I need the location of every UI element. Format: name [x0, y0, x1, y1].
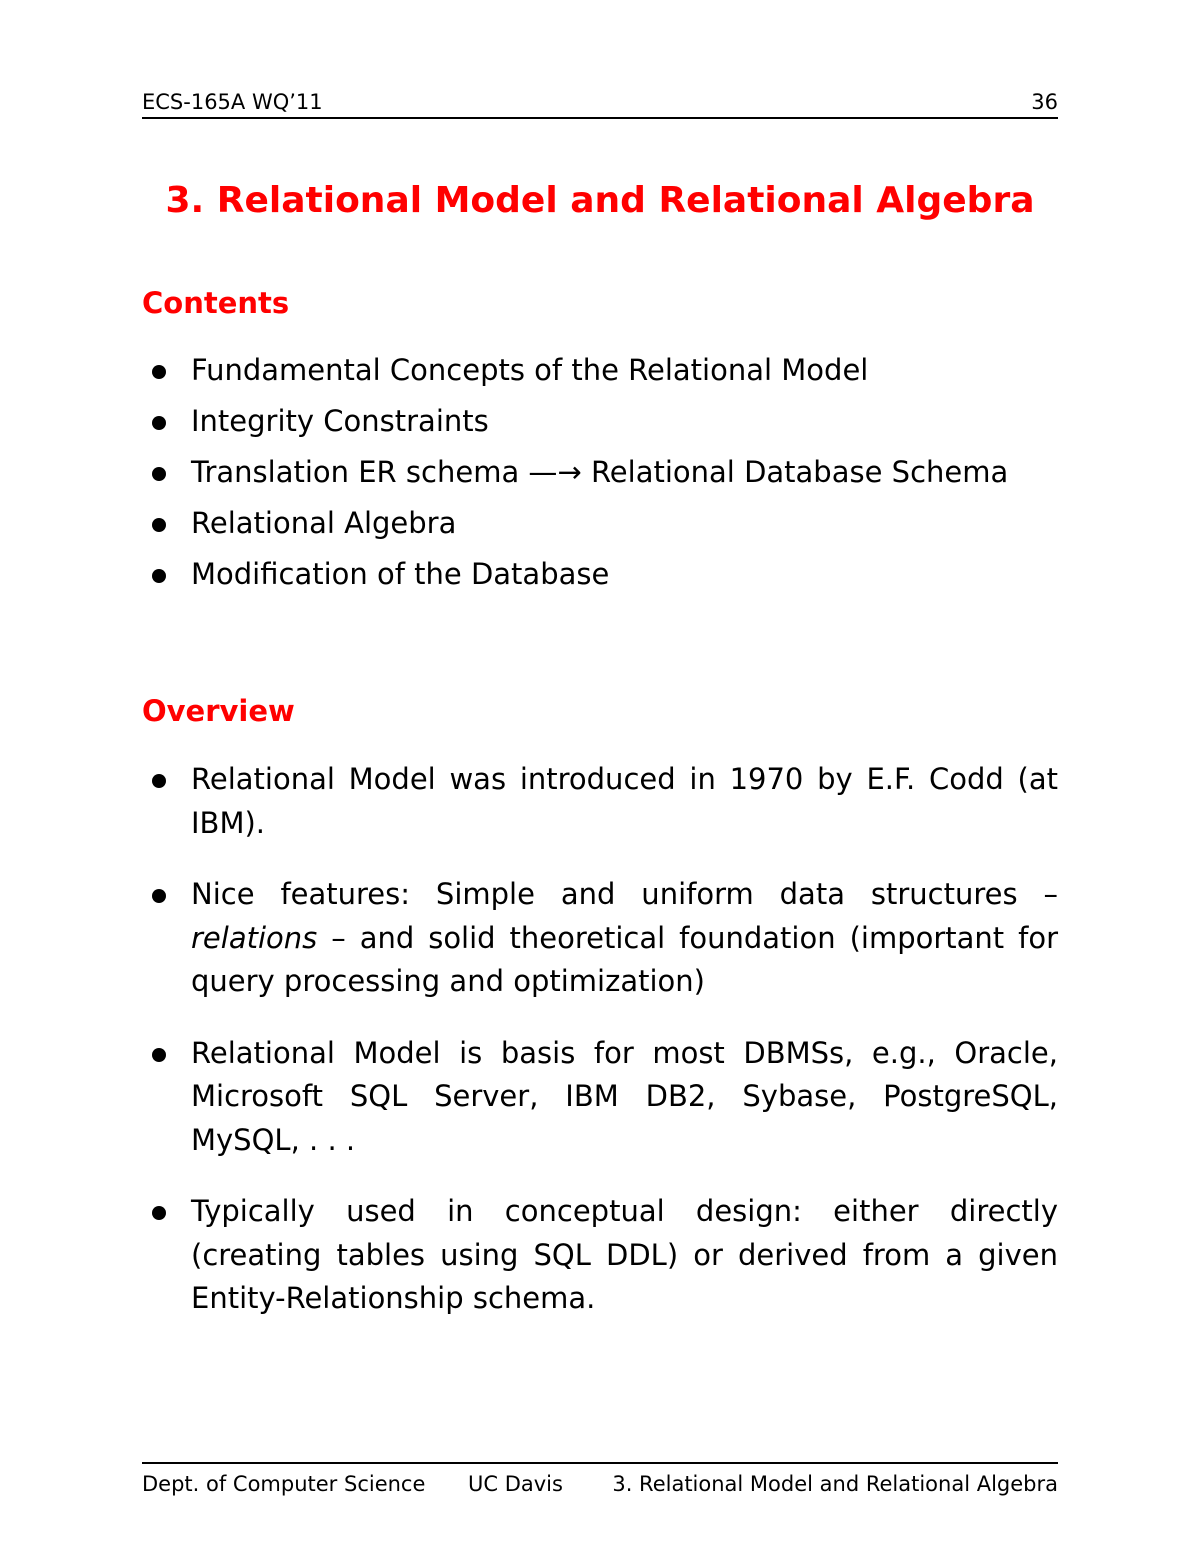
header-rule — [142, 117, 1058, 119]
bullet-icon — [152, 569, 166, 583]
page-number: 36 — [1031, 90, 1058, 114]
contents-list — [142, 352, 1058, 607]
footer-chapter: 3. Relational Model and Relational Algebra — [612, 1472, 1058, 1496]
list-item-text: Typically used in conceptual design: either directly (creating tables using SQL DDL) or derived from a given Entity-Relationship schema. — [191, 1194, 1058, 1315]
footer-university: UC Davis — [468, 1472, 563, 1496]
page-title: 3. Relational Model and Relational Algebra — [165, 180, 1035, 221]
list-item — [142, 1032, 1058, 1163]
list-item — [142, 758, 1058, 845]
bullet-icon — [152, 889, 166, 903]
list-item-text: Modification of the Database — [191, 557, 610, 591]
emphasized-term: relations — [191, 920, 318, 955]
bullet-icon — [152, 467, 166, 481]
bullet-icon — [152, 1048, 166, 1062]
bullet-icon — [152, 365, 166, 379]
bullet-icon — [152, 416, 166, 430]
list-item — [142, 873, 1058, 1004]
course-label: ECS-165A WQ’11 — [142, 90, 323, 114]
list-item-text: Translation ER schema —→ Relational Database Schema — [191, 455, 1009, 489]
list-item-text: Relational Algebra — [191, 506, 457, 540]
list-item-text: Relational Model is basis for most DBMSs, e.g., Oracle, Microsoft SQL Server, IBM DB2, Sybase, PostgreSQL, MySQL, . . . — [191, 1035, 1058, 1157]
footer-department: Dept. of Computer Science — [142, 1472, 426, 1496]
text-segment: – and solid theoretical foundation (important for query processing and optimization) — [191, 920, 1058, 998]
bullet-icon — [152, 1206, 166, 1220]
contents-heading: Contents — [142, 286, 290, 320]
list-item-text — [191, 877, 1058, 998]
list-item — [142, 1190, 1058, 1321]
bullet-icon — [152, 518, 166, 532]
list-item-text: Integrity Constraints — [191, 404, 489, 438]
page-header — [142, 88, 1058, 118]
list-item-text: Fundamental Concepts of the Relational Model — [191, 353, 869, 387]
list-item — [142, 352, 1058, 403]
list-item — [142, 556, 1058, 607]
list-item-text: Relational Model was introduced in 1970 by E.F. Codd (at IBM). — [191, 762, 1058, 840]
overview-heading: Overview — [142, 694, 295, 728]
bullet-icon — [152, 774, 166, 788]
list-item — [142, 403, 1058, 454]
text-segment: Nice features: Simple and uniform data structures – — [191, 877, 1058, 911]
overview-list — [142, 758, 1058, 1349]
list-item — [142, 454, 1058, 505]
list-item — [142, 505, 1058, 556]
footer-rule — [142, 1462, 1058, 1464]
